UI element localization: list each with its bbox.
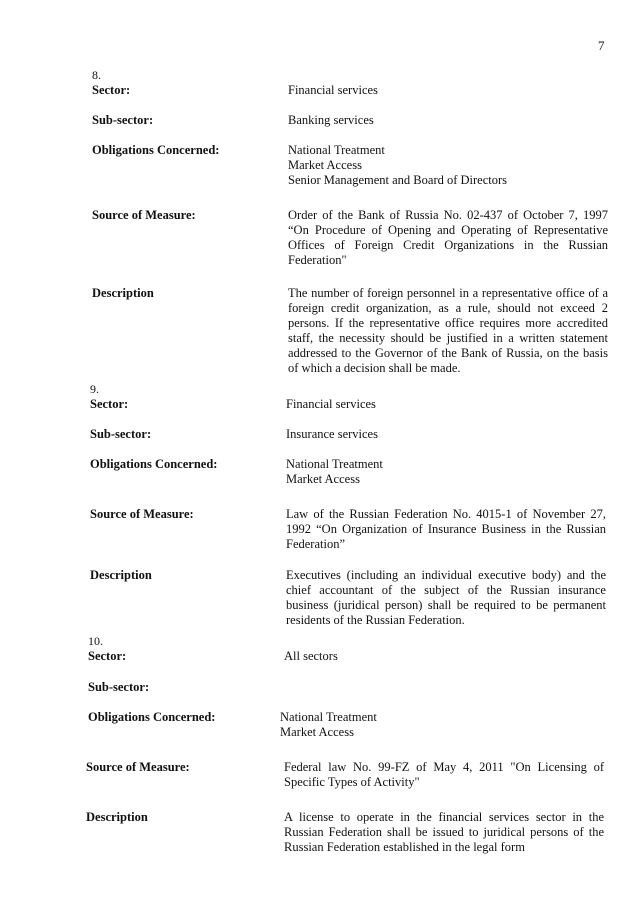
subsector-label: Sub-sector: <box>90 427 152 441</box>
sector-label: Sector: <box>88 649 127 663</box>
obligation-item: National Treatment <box>288 143 385 157</box>
subsector-value: Banking services <box>288 113 374 127</box>
sector-label: Sector: <box>92 83 131 97</box>
description-label: Description <box>92 286 154 300</box>
source-label: Source of Measure: <box>92 208 196 222</box>
subsector-label: Sub-sector: <box>92 113 154 127</box>
entry-8 <box>92 68 640 376</box>
entry-9 <box>90 382 640 628</box>
obligation-item: Market Access <box>280 725 354 739</box>
obligations-row <box>90 457 640 487</box>
sector-row <box>88 649 640 664</box>
source-value: Law of the Russian Federation No. 4015-1 of November 27, 1992 “On Organization of Insurance Business in the Russian Federation” <box>286 507 606 551</box>
entry-number: 10. <box>88 634 103 648</box>
obligations-label: Obligations Concerned: <box>92 143 220 157</box>
page-number: 7 <box>598 38 605 53</box>
entry-number: 8. <box>92 68 101 82</box>
obligation-item: National Treatment <box>286 457 383 471</box>
sector-value: Financial services <box>286 397 376 411</box>
obligations-row <box>88 710 640 740</box>
subsector-row <box>90 427 640 442</box>
obligation-item: Senior Management and Board of Directors <box>288 173 508 187</box>
source-row <box>90 507 640 552</box>
description-value: Executives (including an individual executive body) and the chief accountant of the subject of the Russian insurance business (juridical person) shall be required to be permanent residents of the Russian Federation. <box>286 568 606 627</box>
subsector-value: Insurance services <box>286 427 378 441</box>
source-row <box>92 208 640 268</box>
sector-label: Sector: <box>90 397 129 411</box>
source-value: Order of the Bank of Russia No. 02-437 of October 7, 1997 “On Procedure of Opening and Operating of Representative Offices of Foreign Credit Organizations in the Russian Federation" <box>288 208 608 267</box>
entry-10 <box>88 634 640 855</box>
obligation-item: Market Access <box>288 158 362 172</box>
description-label: Description <box>86 810 148 824</box>
description-value: A license to operate in the financial services sector in the Russian Federation shall be issued to juridical persons of the Russian Federation established in the legal form <box>284 810 604 854</box>
description-row <box>92 286 640 376</box>
obligations-label: Obligations Concerned: <box>88 710 216 724</box>
subsector-label: Sub-sector: <box>88 680 150 694</box>
obligation-item: Market Access <box>286 472 360 486</box>
obligations-row <box>92 143 640 188</box>
sector-value: All sectors <box>284 649 338 663</box>
sector-value: Financial services <box>288 83 378 97</box>
obligations-value <box>280 710 600 740</box>
description-value: The number of foreign personnel in a representative office of a foreign credit organization, as a rule, should not exceed 2 persons. If the representative office requires more accredited staff, the necessity should be justified in a written statement addressed to the Governor of the Bank of Russia, on the basis of which a decision shall be made. <box>288 286 608 375</box>
description-label: Description <box>90 568 152 582</box>
entry-number: 9. <box>90 382 99 396</box>
description-row <box>88 810 640 855</box>
obligations-value <box>288 143 608 188</box>
source-label: Source of Measure: <box>90 507 194 521</box>
description-row <box>90 568 640 628</box>
obligations-value <box>286 457 606 487</box>
sector-row <box>90 397 640 412</box>
sector-row <box>92 83 640 98</box>
obligation-item: National Treatment <box>280 710 377 724</box>
source-label: Source of Measure: <box>86 760 190 774</box>
source-value: Federal law No. 99-FZ of May 4, 2011 "On Licensing of Specific Types of Activity" <box>284 760 604 789</box>
source-row <box>88 760 640 790</box>
subsector-row <box>92 113 640 128</box>
obligations-label: Obligations Concerned: <box>90 457 218 471</box>
subsector-row <box>88 680 640 695</box>
